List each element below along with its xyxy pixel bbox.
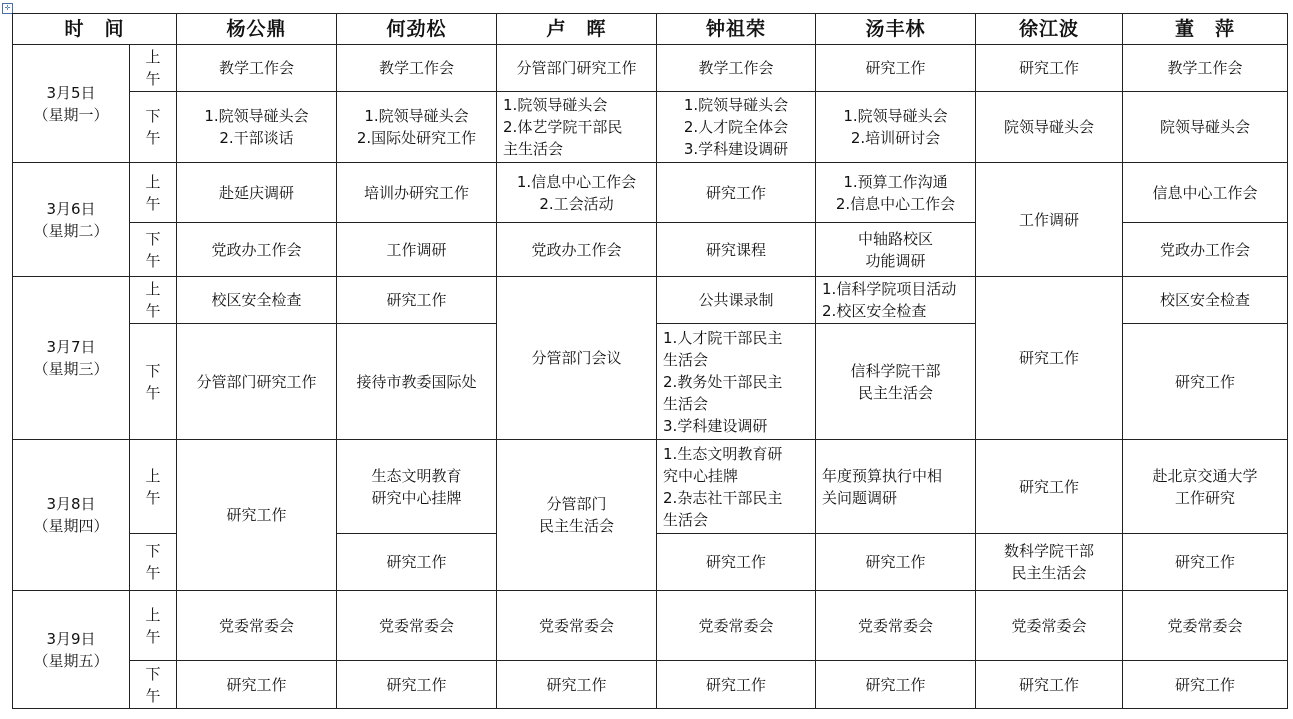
- schedule-cell: 党政办工作会: [497, 223, 657, 277]
- schedule-cell: 工作调研: [337, 223, 497, 277]
- schedule-cell: 教学工作会: [337, 45, 497, 92]
- cell-line: 生活会: [663, 394, 709, 413]
- ampm-char: 上: [145, 172, 161, 191]
- weekday: （星期四）: [33, 517, 109, 535]
- date-cell: [13, 163, 130, 277]
- schedule-cell: [657, 324, 816, 440]
- ampm-char: 下: [145, 664, 161, 683]
- date-cell: [13, 440, 130, 591]
- table-row: [13, 163, 1288, 223]
- am-label: [130, 163, 177, 223]
- ampm-char: 午: [145, 383, 161, 402]
- ampm-char: 上: [145, 48, 161, 66]
- am-text: [130, 46, 176, 90]
- cell-line: 2.干部谈话: [219, 129, 294, 147]
- cell-line: 1.生态文明教育研: [663, 444, 783, 463]
- cell-line: 1.信科学院项目活动: [822, 280, 957, 298]
- weekday: （星期二）: [33, 221, 109, 240]
- schedule-cell: 党委常委会: [657, 591, 816, 661]
- schedule-cell: 研究工作: [1123, 324, 1288, 440]
- cell-line: 关问题调研: [822, 488, 898, 507]
- header-row: [13, 14, 1288, 45]
- cell-line: 1.院领导碰头会: [843, 107, 948, 125]
- schedule-cell: [1123, 440, 1288, 534]
- pm-label: [130, 223, 177, 277]
- schedule-cell: 研究工作: [1123, 661, 1288, 709]
- cell-line: 生态文明教育: [371, 466, 462, 485]
- am-text: [130, 604, 176, 648]
- pm-text: [130, 663, 176, 707]
- schedule-cell: [497, 92, 657, 163]
- schedule-cell: 党委常委会: [976, 591, 1123, 661]
- schedule-cell: 研究工作: [976, 440, 1123, 534]
- cell-line: 1.预算工作沟通: [843, 172, 948, 191]
- header-person: 钟祖荣: [657, 14, 816, 45]
- pm-text: [130, 105, 176, 149]
- schedule-cell: 研究工作: [337, 661, 497, 709]
- ampm-char: 下: [145, 229, 161, 248]
- ampm-char: 下: [145, 361, 161, 380]
- table-row: [13, 45, 1288, 92]
- cell-line: 工作研究: [1175, 488, 1236, 507]
- ampm-char: 上: [145, 605, 161, 624]
- cell-line: 中轴路校区: [858, 229, 934, 248]
- weekday: （星期一）: [33, 105, 109, 124]
- schedule-cell: 研究工作: [657, 534, 816, 591]
- am-label: [130, 591, 177, 661]
- schedule-cell: 党委常委会: [1123, 591, 1288, 661]
- schedule-cell: 赴延庆调研: [177, 163, 337, 223]
- cell-line: 分管部门: [546, 495, 607, 513]
- pm-label: [130, 661, 177, 709]
- am-label: [130, 45, 177, 92]
- cell-line: 数科学院干部: [1004, 542, 1095, 560]
- schedule-cell: 培训办研究工作: [337, 163, 497, 223]
- cell-line: 1.院领导碰头会: [364, 107, 469, 125]
- cell-line: 2.信息中心工作会: [835, 194, 956, 213]
- pm-label: [130, 534, 177, 591]
- schedule-cell: 教学工作会: [177, 45, 337, 92]
- cell-line: 功能调研: [865, 251, 926, 270]
- cell-line: 民主生活会: [1011, 564, 1087, 582]
- schedule-cell: 党政办工作会: [1123, 223, 1288, 277]
- schedule-cell: 研究工作: [976, 277, 1123, 440]
- am-label: [130, 440, 177, 534]
- header-person: 董 萍: [1123, 14, 1288, 45]
- cell-line: 赴北京交通大学: [1152, 466, 1258, 485]
- schedule-cell: 研究工作: [497, 661, 657, 709]
- pm-text: [130, 360, 176, 404]
- schedule-cell: 研究课程: [657, 223, 816, 277]
- schedule-cell: 党委常委会: [177, 591, 337, 661]
- ampm-char: 午: [145, 302, 161, 320]
- schedule-cell: 校区安全检查: [177, 277, 337, 324]
- header-person: 汤丰林: [816, 14, 976, 45]
- schedule-cell: 院领导碰头会: [976, 92, 1123, 163]
- schedule-cell: 分管部门研究工作: [497, 45, 657, 92]
- date: 3月9日: [46, 629, 96, 648]
- schedule-cell: 党政办工作会: [177, 223, 337, 277]
- cell-line: 3.学科建设调研: [683, 140, 789, 158]
- cell-line: 2.培训研讨会: [850, 129, 941, 147]
- date: 3月6日: [46, 199, 96, 218]
- table-row: [13, 92, 1288, 163]
- cell-line: 信科学院干部: [850, 361, 941, 380]
- table-row: [13, 661, 1288, 709]
- schedule-cell: [816, 277, 976, 324]
- cell-line: 1.信息中心工作会: [516, 172, 637, 191]
- schedule-cell: [816, 440, 976, 534]
- schedule-cell: 分管部门会议: [497, 277, 657, 440]
- ampm-char: 午: [145, 627, 161, 646]
- schedule-cell: [816, 163, 976, 223]
- schedule-cell: 研究工作: [177, 661, 337, 709]
- schedule-cell: [816, 92, 976, 163]
- schedule-cell: 研究工作: [657, 163, 816, 223]
- cell-line: 2.体艺学院干部民: [503, 118, 623, 136]
- schedule-cell: [497, 440, 657, 591]
- table-row: [13, 277, 1288, 324]
- header-person: 卢 晖: [497, 14, 657, 45]
- cell-line: 年度预算执行中相: [822, 466, 943, 485]
- cell-line: 2.工会活动: [539, 194, 614, 213]
- date-cell: [13, 277, 130, 440]
- date-cell: [13, 591, 130, 709]
- schedule-cell: 公共课录制: [657, 277, 816, 324]
- schedule-cell: [976, 534, 1123, 591]
- am-text: [130, 278, 176, 322]
- schedule-cell: 研究工作: [976, 45, 1123, 92]
- schedule-cell: 教学工作会: [657, 45, 816, 92]
- ampm-char: 下: [145, 107, 161, 125]
- schedule-cell: 信息中心工作会: [1123, 163, 1288, 223]
- cell-line: 1.院领导碰头会: [683, 96, 789, 114]
- schedule-cell: [337, 92, 497, 163]
- schedule-cell: 党委常委会: [337, 591, 497, 661]
- date: 3月8日: [46, 495, 96, 513]
- schedule-cell: 研究工作: [657, 661, 816, 709]
- cell-line: 2.教务处干部民主: [663, 372, 783, 391]
- ampm-char: 午: [145, 70, 161, 88]
- date: 3月7日: [46, 338, 96, 356]
- schedule-cell: 工作调研: [976, 163, 1123, 277]
- ampm-char: 下: [145, 542, 161, 560]
- am-label: [130, 277, 177, 324]
- schedule-cell: 研究工作: [816, 45, 976, 92]
- schedule-cell: 接待市教委国际处: [337, 324, 497, 440]
- date-cell: [13, 45, 130, 163]
- cell-line: 2.校区安全检查: [822, 302, 927, 320]
- cell-line: 2.杂志社干部民主: [663, 488, 783, 507]
- cell-line: 2.人才院全体会: [683, 118, 789, 136]
- schedule-cell: [816, 324, 976, 440]
- cell-line: 究中心挂牌: [663, 466, 739, 485]
- cell-line: 2.国际处研究工作: [356, 129, 477, 147]
- cell-line: 生活会: [663, 510, 709, 529]
- schedule-cell: [177, 92, 337, 163]
- schedule-cell: 分管部门研究工作: [177, 324, 337, 440]
- ampm-char: 午: [145, 129, 161, 147]
- ampm-char: 午: [145, 251, 161, 270]
- schedule-cell: [337, 440, 497, 534]
- schedule-cell: 党委常委会: [497, 591, 657, 661]
- header-time: 时 间: [13, 14, 177, 45]
- cell-line: 3.学科建设调研: [663, 416, 768, 435]
- schedule-cell: 教学工作会: [1123, 45, 1288, 92]
- ampm-char: 午: [145, 194, 161, 213]
- cell-line: 生活会: [663, 350, 709, 369]
- table-row: [13, 591, 1288, 661]
- weekday: （星期三）: [33, 360, 109, 378]
- schedule-cell: [816, 223, 976, 277]
- schedule-cell: 研究工作: [816, 661, 976, 709]
- schedule-cell: [657, 440, 816, 534]
- ampm-char: 上: [145, 280, 161, 298]
- date: 3月5日: [46, 83, 96, 102]
- cell-line: 1.人才院干部民主: [663, 328, 783, 347]
- schedule-cell: 研究工作: [976, 661, 1123, 709]
- pm-text: [130, 540, 176, 584]
- pm-label: [130, 92, 177, 163]
- ampm-char: 上: [145, 466, 161, 485]
- schedule-table: [12, 13, 1288, 709]
- header-person: 杨公鼎: [177, 14, 337, 45]
- cell-line: 1.院领导碰头会: [503, 96, 608, 114]
- cell-line: 民主生活会: [858, 383, 934, 402]
- pm-label: [130, 324, 177, 440]
- schedule-cell: [657, 92, 816, 163]
- am-text: [130, 171, 176, 215]
- table-row: [13, 440, 1288, 534]
- schedule-cell: 研究工作: [177, 440, 337, 591]
- schedule-cell: 党委常委会: [816, 591, 976, 661]
- ampm-char: 午: [145, 488, 161, 507]
- table-move-handle-icon[interactable]: ✛: [2, 3, 13, 14]
- schedule-cell: 研究工作: [1123, 534, 1288, 591]
- schedule-cell: 院领导碰头会: [1123, 92, 1288, 163]
- cell-line: 民主生活会: [539, 517, 615, 535]
- cell-line: 1.院领导碰头会: [204, 107, 309, 125]
- ampm-char: 午: [145, 686, 161, 705]
- schedule-cell: 研究工作: [337, 534, 497, 591]
- cell-line: 研究中心挂牌: [371, 488, 462, 507]
- cell-line: 主生活会: [503, 140, 564, 158]
- schedule-cell: [497, 163, 657, 223]
- header-person: 徐江波: [976, 14, 1123, 45]
- header-person: 何劲松: [337, 14, 497, 45]
- schedule-cell: 校区安全检查: [1123, 277, 1288, 324]
- pm-text: [130, 228, 176, 272]
- am-text: [130, 465, 176, 509]
- schedule-cell: 研究工作: [816, 534, 976, 591]
- ampm-char: 午: [145, 564, 161, 582]
- weekday: （星期五）: [33, 651, 109, 670]
- schedule-cell: 研究工作: [337, 277, 497, 324]
